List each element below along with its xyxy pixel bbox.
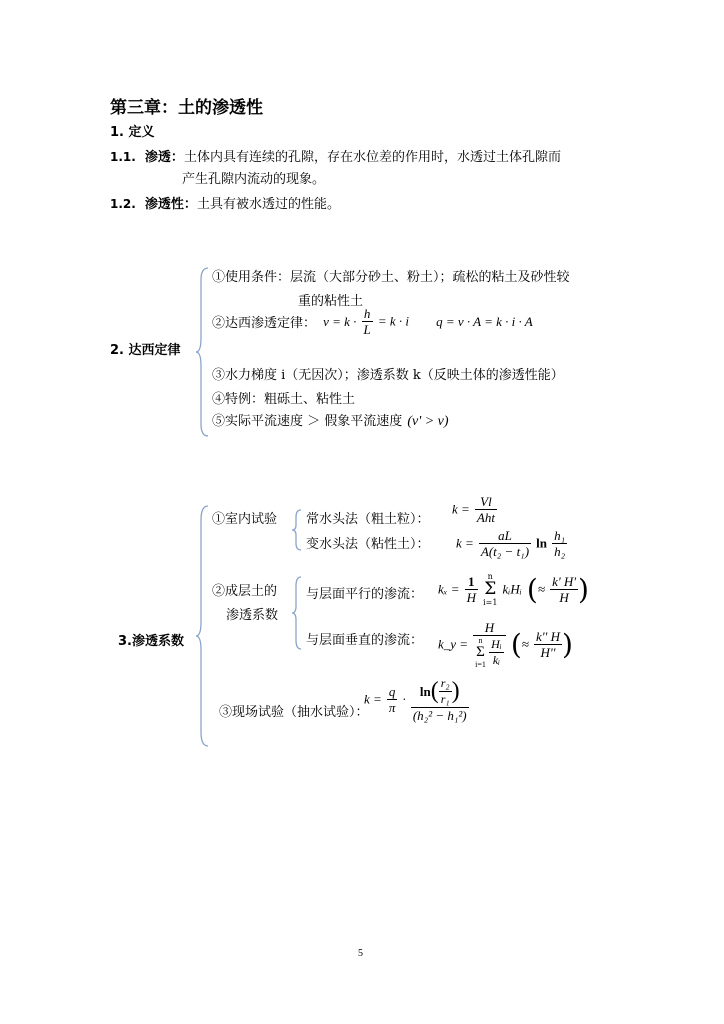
parallel-close-paren: )	[578, 573, 589, 606]
parallel-flow-numerator: 1	[465, 574, 478, 590]
gradient-denominator: L	[363, 322, 371, 337]
definition-1-2-number: 1.2.	[110, 197, 136, 211]
darcy-formula-label: ②达西渗透定律：	[212, 316, 317, 331]
gradient-numerator: h	[362, 306, 373, 322]
field-q-numerator: q	[387, 684, 398, 700]
field-radius-denominator: r₁	[440, 692, 450, 706]
head-ratio-numerator: h₁	[554, 528, 566, 543]
velocity-compare-text: ⑤实际平流速度 ＞ 假象平流速度	[212, 414, 403, 429]
falling-head-lhs: k =	[456, 535, 474, 551]
permeability-label: 3.渗透系数	[118, 634, 184, 649]
perpendicular-flow-denominator	[473, 636, 506, 669]
perpendicular-approx-fraction	[534, 629, 562, 660]
definition-1-2	[110, 193, 340, 212]
constant-head-formula	[452, 494, 497, 525]
perpendicular-inner-numerator: Hᵢ	[491, 637, 502, 651]
constant-head-numerator: Vl	[475, 494, 497, 510]
perpendicular-inner-fraction	[489, 637, 504, 668]
perpendicular-close-paren: )	[561, 628, 573, 661]
permeability-brace	[196, 504, 210, 748]
chapter-title: 第三章：土的渗透性	[110, 98, 263, 118]
discharge-eq: q = v · A = k · i · A	[436, 313, 533, 329]
field-main-fraction	[411, 676, 469, 723]
parallel-sum-term: kᵢHᵢ	[502, 581, 522, 597]
perpendicular-approx-denominator: H''	[540, 645, 556, 660]
parallel-approx-denominator: H	[559, 590, 569, 605]
sigma-icon: Σ	[476, 644, 485, 660]
definition-1-1	[110, 146, 561, 165]
field-q-fraction	[387, 684, 398, 715]
perpendicular-sum-bottom: i=1	[475, 660, 486, 669]
layered-soil-title-line1: ②成层土的	[212, 584, 278, 599]
darcy-exceptions: ④特例：粗砾土、粘性土	[212, 392, 356, 407]
layered-soil-brace	[292, 576, 302, 650]
field-close-paren: )	[451, 678, 460, 704]
definition-1-1-text: 土体内具有连续的孔隙，存在水位差的作用时，水透过土体孔隙而	[183, 150, 561, 165]
parallel-flow-fraction	[465, 574, 478, 605]
section-1-heading: 1. 定义	[110, 125, 155, 140]
field-open-paren: (	[430, 678, 439, 704]
definition-1-1-term: 渗透：	[144, 150, 184, 165]
parallel-sum	[483, 572, 497, 607]
perpendicular-flow-lhs: k_y =	[438, 636, 469, 652]
constant-head-fraction	[475, 494, 497, 525]
darcy-law-label: 2. 达西定律	[110, 343, 181, 358]
parallel-flow-denominator: H	[466, 590, 476, 605]
darcy-condition-line2: 重的粘性土	[298, 294, 364, 309]
gradient-fraction	[362, 306, 373, 337]
field-ln: ln	[419, 684, 431, 699]
lab-test-brace	[292, 509, 302, 551]
approx-icon: ≈	[521, 636, 529, 652]
parallel-sum-top: n	[487, 572, 493, 581]
head-ratio-fraction	[552, 528, 567, 559]
parallel-flow-label: 与层面平行的渗流：	[306, 587, 424, 602]
sigma-icon: Σ	[484, 579, 497, 599]
definition-1-1-continued: 产生孔隙内流动的现象。	[182, 172, 326, 187]
field-test-lhs: k =	[364, 691, 382, 707]
definition-1-1-number: 1.1.	[110, 150, 136, 164]
parallel-approx-numerator: k' H'	[552, 574, 577, 589]
lab-test-title: ①室内试验	[212, 512, 278, 527]
parallel-open-paren: (	[526, 573, 538, 606]
velocity-eq-left: v = k ·	[323, 313, 357, 329]
field-test-formula	[364, 676, 469, 723]
darcy-formula-row	[212, 306, 533, 337]
velocity-eq-right: = k · i	[377, 313, 409, 329]
perpendicular-flow-formula	[438, 620, 573, 669]
perpendicular-approx-numerator: k'' H	[535, 629, 560, 644]
darcy-gradient-note: ③水力梯度 i（无因次）；渗透系数 k（反映土体的渗透性能）	[212, 368, 564, 383]
constant-head-label: 常水头法（粗土粒）：	[306, 512, 430, 527]
parallel-approx-fraction	[550, 574, 578, 605]
falling-head-numerator: aL	[479, 528, 531, 544]
perpendicular-sum-top: n	[478, 636, 483, 645]
definition-1-2-text: 土具有被水透过的性能。	[196, 197, 340, 212]
field-main-denominator: (h₂² − h₁²)	[412, 708, 467, 723]
falling-head-formula	[456, 528, 567, 559]
perpendicular-flow-fraction	[473, 620, 506, 669]
falling-head-label: 变水头法（粘性土）：	[306, 537, 430, 552]
page-number: 5	[358, 948, 363, 959]
parallel-flow-lhs: kₓ =	[438, 581, 460, 597]
darcy-velocity-compare	[212, 410, 449, 430]
layered-soil-title-line2: 渗透系数	[226, 608, 279, 623]
head-ratio-denominator: h₂	[554, 544, 566, 559]
perpendicular-open-paren: (	[510, 628, 522, 661]
falling-head-ln: ln	[536, 535, 547, 551]
velocity-compare-eq: (v' > v)	[407, 414, 449, 429]
perpendicular-inner-denominator: kᵢ	[492, 653, 501, 667]
constant-head-denominator: Aht	[476, 510, 495, 525]
approx-icon: ≈	[537, 581, 545, 597]
perpendicular-flow-numerator: H	[473, 620, 506, 636]
darcy-law-brace	[196, 266, 210, 438]
definition-1-2-term: 渗透性：	[144, 197, 197, 212]
darcy-condition-line1: ①使用条件：层流（大部分砂土、粉土）；疏松的粘土及砂性较	[212, 270, 570, 285]
perpendicular-flow-label: 与层面垂直的渗流：	[306, 633, 424, 648]
field-test-label: ③现场试验（抽水试验）：	[219, 705, 369, 720]
field-main-numerator	[411, 676, 469, 708]
constant-head-lhs: k =	[452, 501, 470, 517]
parallel-sum-bottom: i=1	[483, 598, 498, 607]
parallel-flow-formula	[438, 572, 589, 607]
field-radius-fraction	[439, 676, 452, 707]
perpendicular-sum	[475, 636, 486, 669]
field-radius-numerator: r₂	[440, 676, 450, 690]
multiply-dot-icon: ·	[402, 691, 406, 707]
falling-head-fraction	[479, 528, 531, 559]
falling-head-denominator: A(t₂ − t₁)	[480, 544, 530, 559]
field-q-denominator: π	[388, 700, 396, 715]
